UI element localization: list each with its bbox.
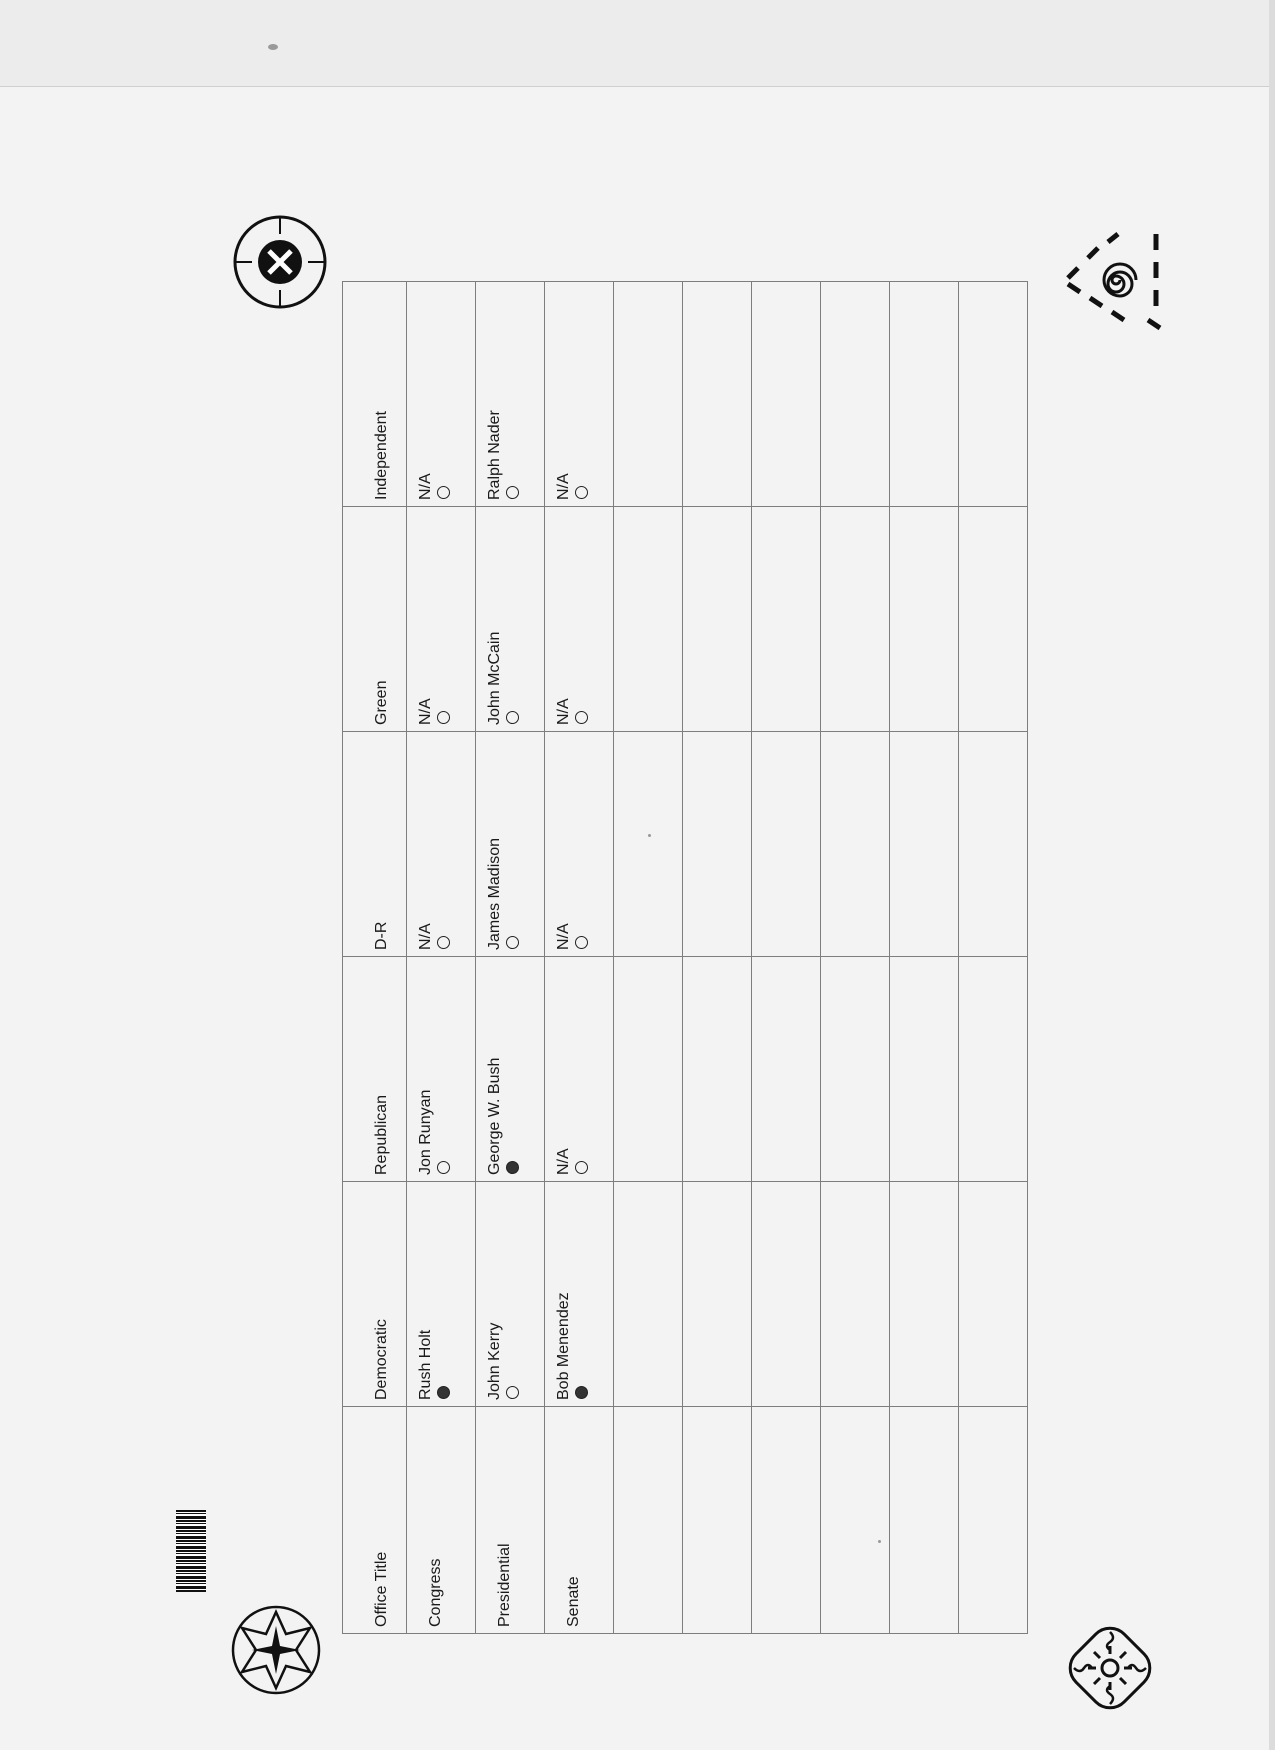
spiral-triangle-icon: [1060, 228, 1170, 338]
barcode-icon: [176, 1510, 206, 1592]
empty-cell: [752, 1182, 821, 1407]
candidate-name: N/A: [417, 923, 434, 950]
candidate-cell: [407, 282, 476, 507]
candidate-name: Ralph Nader: [486, 410, 503, 500]
candidate-cell: [476, 282, 545, 507]
candidate-name: John Kerry: [486, 1322, 503, 1400]
candidate-name: James Madison: [486, 837, 503, 950]
empty-cell: [683, 732, 752, 957]
vote-bubble[interactable]: [575, 486, 588, 499]
candidate-cell: [545, 957, 614, 1182]
candidate-cell: [476, 732, 545, 957]
vote-bubble[interactable]: [506, 1161, 519, 1174]
empty-cell: [614, 282, 683, 507]
vote-bubble[interactable]: [437, 936, 450, 949]
vote-bubble[interactable]: [506, 936, 519, 949]
empty-cell: [821, 732, 890, 957]
vote-bubble[interactable]: [506, 486, 519, 499]
vote-bubble[interactable]: [437, 1161, 450, 1174]
empty-cell: [890, 732, 959, 957]
empty-cell: [959, 957, 1028, 1182]
candidate-cell: [545, 732, 614, 957]
empty-cell: [821, 1182, 890, 1407]
candidate-cell: [407, 957, 476, 1182]
empty-cell: [614, 1407, 683, 1634]
candidate-cell: [476, 957, 545, 1182]
empty-cell: [683, 282, 752, 507]
vote-bubble[interactable]: [506, 711, 519, 724]
vote-bubble[interactable]: [437, 711, 450, 724]
empty-cell: [614, 507, 683, 732]
empty-cell: [614, 732, 683, 957]
empty-row: [752, 282, 821, 1634]
empty-cell: [614, 1182, 683, 1407]
office-title-cell: Senate: [545, 1407, 614, 1634]
header-democratic: Democratic: [343, 1182, 407, 1407]
empty-cell: [614, 957, 683, 1182]
table-row: [476, 282, 545, 1634]
header-office-title: Office Title: [343, 1407, 407, 1634]
candidate-cell: [545, 1182, 614, 1407]
crosshair-x-icon: [232, 214, 328, 310]
vote-bubble[interactable]: [575, 1161, 588, 1174]
office-title-cell: Congress: [407, 1407, 476, 1634]
sun-diamond-icon: [1058, 1616, 1162, 1720]
candidate-cell: [476, 507, 545, 732]
header-republican: Republican: [343, 957, 407, 1182]
empty-cell: [821, 957, 890, 1182]
empty-cell: [752, 1407, 821, 1634]
empty-cell: [752, 957, 821, 1182]
empty-cell: [683, 1407, 752, 1634]
empty-cell: [890, 507, 959, 732]
header-green: Green: [343, 507, 407, 732]
empty-cell: [821, 1407, 890, 1634]
scan-speck: [268, 44, 278, 50]
candidate-name: Rush Holt: [417, 1329, 434, 1400]
candidate-cell: [407, 732, 476, 957]
empty-row: [683, 282, 752, 1634]
empty-cell: [959, 1407, 1028, 1634]
candidate-cell: [545, 507, 614, 732]
empty-cell: [959, 282, 1028, 507]
vote-bubble[interactable]: [575, 1386, 588, 1399]
vote-bubble[interactable]: [437, 1386, 450, 1399]
empty-row: [614, 282, 683, 1634]
empty-cell: [821, 507, 890, 732]
ballot-table: [342, 281, 1028, 1634]
empty-cell: [683, 957, 752, 1182]
vote-bubble[interactable]: [575, 711, 588, 724]
candidate-cell: [407, 507, 476, 732]
empty-cell: [959, 507, 1028, 732]
empty-cell: [752, 732, 821, 957]
table-row: [545, 282, 614, 1634]
candidate-name: N/A: [555, 923, 572, 950]
header-d-r: D-R: [343, 732, 407, 957]
candidate-name: N/A: [555, 473, 572, 500]
empty-row: [821, 282, 890, 1634]
ballot-sheet: [342, 282, 1028, 1634]
candidate-name: Bob Menendez: [555, 1292, 572, 1400]
scanner-bed-edge: [0, 0, 1275, 87]
table-row: [407, 282, 476, 1634]
vote-bubble[interactable]: [437, 486, 450, 499]
empty-cell: [890, 282, 959, 507]
candidate-cell: [476, 1182, 545, 1407]
candidate-cell: [545, 282, 614, 507]
candidate-name: N/A: [555, 698, 572, 725]
empty-row: [959, 282, 1028, 1634]
header-independent: Independent: [343, 282, 407, 507]
empty-row: [890, 282, 959, 1634]
empty-cell: [683, 1182, 752, 1407]
candidate-name: N/A: [417, 473, 434, 500]
empty-cell: [821, 282, 890, 507]
vote-bubble[interactable]: [575, 936, 588, 949]
empty-cell: [683, 507, 752, 732]
empty-cell: [959, 1182, 1028, 1407]
vote-bubble[interactable]: [506, 1386, 519, 1399]
star-circle-icon: [230, 1604, 322, 1696]
empty-cell: [890, 957, 959, 1182]
candidate-name: George W. Bush: [486, 1057, 503, 1175]
candidate-name: John McCain: [486, 631, 503, 725]
candidate-name: N/A: [417, 698, 434, 725]
scanner-side-edge: [1269, 0, 1275, 1750]
empty-cell: [890, 1407, 959, 1634]
empty-cell: [890, 1182, 959, 1407]
candidate-name: Jon Runyan: [417, 1089, 434, 1175]
empty-cell: [752, 282, 821, 507]
candidate-cell: [407, 1182, 476, 1407]
empty-cell: [959, 732, 1028, 957]
empty-cell: [752, 507, 821, 732]
header-row: [343, 282, 407, 1634]
office-title-cell: Presidential: [476, 1407, 545, 1634]
candidate-name: N/A: [555, 1148, 572, 1175]
